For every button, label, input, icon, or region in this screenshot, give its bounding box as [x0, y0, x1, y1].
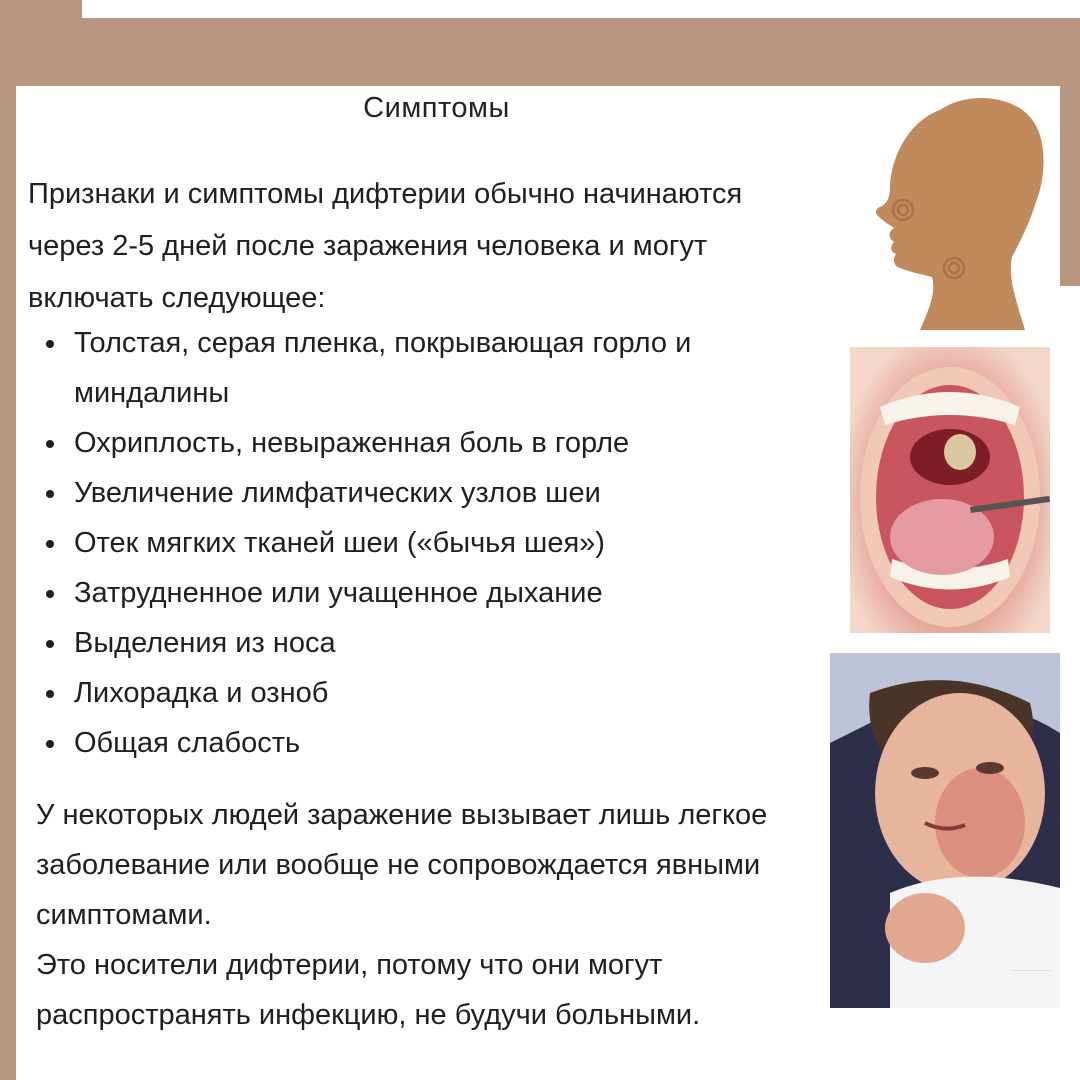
photo-credit: CDC — [1010, 970, 1050, 994]
head-silhouette-icon — [870, 92, 1050, 332]
symptom-list — [40, 318, 820, 768]
outro-text — [36, 790, 816, 1040]
intro-paragraph: Признаки и симптомы дифтерии обычно начинаются через 2-5 дней после заражения человека и могут включать следующее: — [28, 178, 743, 314]
throat-photo — [850, 347, 1050, 633]
list-item: Затрудненное или учащенное дыхание — [40, 568, 820, 618]
outro-paragraph: У некоторых людей заражение вызывает лишь легкое заболевание или вообще не сопровождается явными симптомами. — [36, 799, 768, 931]
list-item: Охриплость, невыраженная боль в горле — [40, 418, 820, 468]
outro-paragraph: Это носители дифтерии, потому что они могут распространять инфекцию, не будучи больными. — [36, 949, 701, 1031]
patient-photo — [830, 653, 1060, 1008]
list-item: Лихорадка и озноб — [40, 668, 820, 718]
page-title: Симптомы — [363, 92, 510, 124]
list-item: Увеличение лимфатических узлов шеи — [40, 468, 820, 518]
frame-left — [0, 86, 16, 1080]
frame-right — [1060, 86, 1080, 286]
list-item: Отек мягких тканей шеи («бычья шея») — [40, 518, 820, 568]
frame-top — [82, 18, 1080, 86]
list-item: Выделения из носа — [40, 618, 820, 668]
frame-corner — [0, 0, 82, 86]
list-item: Толстая, серая пленка, покрывающая горло и миндалины — [40, 318, 820, 418]
list-item: Общая слабость — [40, 718, 820, 768]
